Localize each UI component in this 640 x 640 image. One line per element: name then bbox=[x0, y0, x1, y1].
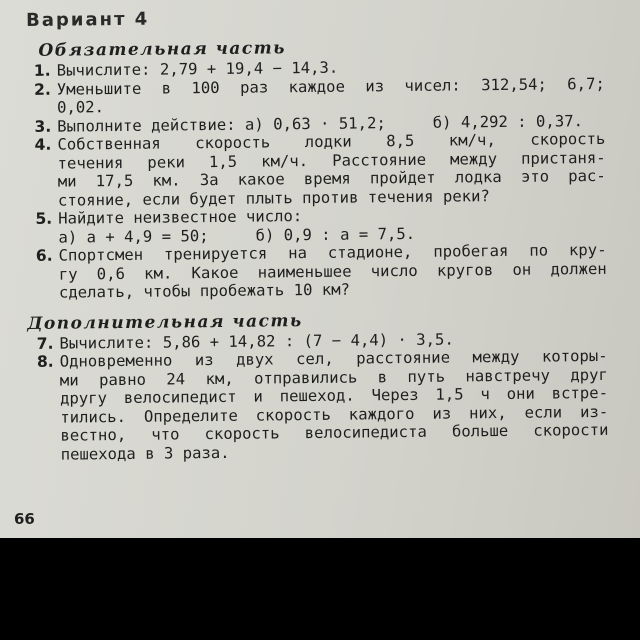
page-number: 66 bbox=[14, 510, 35, 528]
task-8 bbox=[28, 347, 619, 464]
task-line: вестно, что скорость велосипедиста больше скорости bbox=[60, 420, 609, 445]
task-line: Собственная скорость лодки 8,5 км/ч, скорость bbox=[57, 129, 606, 154]
task-line: ми 17,5 км. За какое время пройдет лодка это рас- bbox=[57, 166, 606, 191]
task-line: ми равно 24 км, отправились в путь навстречу друг bbox=[59, 365, 608, 390]
task-line: сделать, чтобы пробежать 10 км? bbox=[58, 280, 351, 302]
task-line: стояние, если будет плыть против течения реки? bbox=[57, 186, 490, 210]
variant-title: Вариант 4 bbox=[25, 8, 150, 31]
task-2 bbox=[25, 74, 615, 117]
task-line: Найдите неизвестное число: bbox=[58, 207, 303, 228]
task-line: 0,02. bbox=[56, 98, 105, 117]
task-6 bbox=[26, 241, 617, 303]
task-number: 2. bbox=[33, 80, 51, 99]
task-number: 3. bbox=[34, 117, 52, 136]
task-number: 1. bbox=[33, 61, 51, 80]
task-4 bbox=[25, 130, 616, 210]
mandatory-section-title: Обязательная часть bbox=[38, 38, 287, 61]
task-line: пешехода в 3 раза. bbox=[60, 443, 230, 464]
additional-section-title: Дополнительная часть bbox=[27, 310, 303, 334]
task-line: гу 0,6 км. Какое наименьшее число кругов он должен bbox=[58, 259, 607, 284]
task-line: тились. Определите скорость каждого из них, если из- bbox=[60, 402, 609, 427]
task-number: 5. bbox=[35, 209, 53, 228]
task-number: 4. bbox=[34, 135, 52, 154]
task-number: 6. bbox=[35, 246, 53, 265]
task-line: течения реки 1,5 км/ч. Расстояние между пристаня- bbox=[57, 148, 606, 173]
task-line: Одновременно из двух сел, расстояние между которы- bbox=[59, 346, 608, 371]
task-line: Вычислите: 5,86 + 14,82 : (7 − 4,4) · 3,5. bbox=[59, 330, 454, 353]
task-line: Вычислите: 2,79 + 19,4 − 14,3. bbox=[56, 58, 339, 80]
task-line: Выполните действие: а) 0,63 · 51,2; б) 4,292 : 0,37. bbox=[57, 111, 584, 136]
task-line: а) a + 4,9 = 50; б) 0,9 : a = 7,5. bbox=[58, 224, 416, 247]
task-line: другу велосипедист и пешеход. Через 1,5 ч они встре- bbox=[59, 383, 609, 408]
task-line: Уменьшите в 100 раз каждое из чисел: 312,54; 6,7; bbox=[56, 74, 605, 99]
task-number: 7. bbox=[36, 334, 54, 353]
task-line: Спортсмен тренируется на стадионе, пробегая по кру- bbox=[58, 240, 607, 265]
task-number: 8. bbox=[36, 352, 54, 371]
task-5 bbox=[26, 204, 616, 247]
page-content bbox=[24, 4, 619, 464]
